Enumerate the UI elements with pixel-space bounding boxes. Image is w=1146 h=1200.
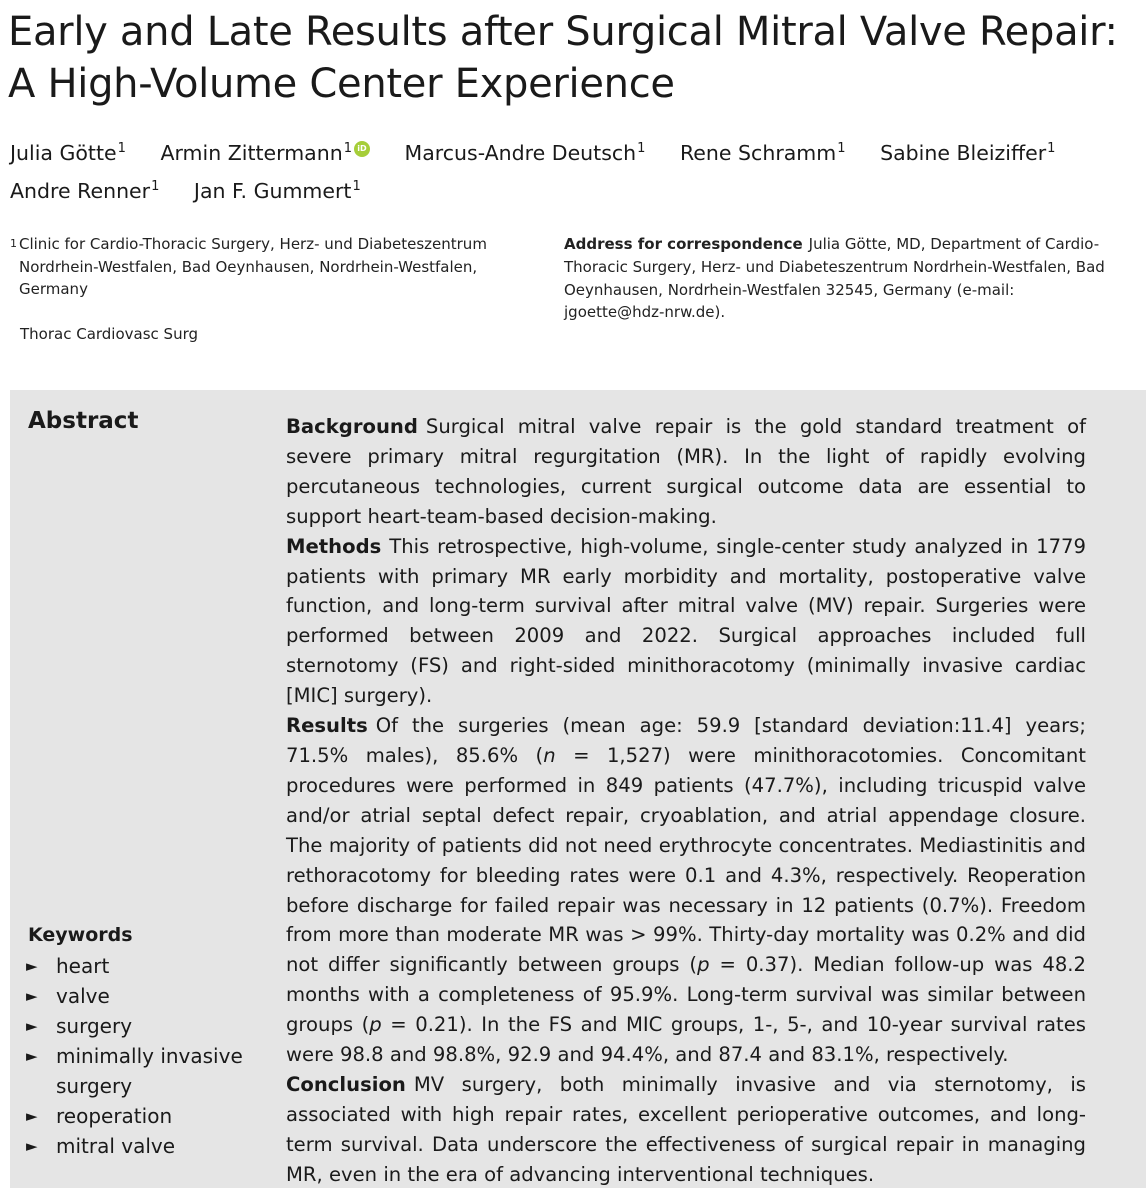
abstract-box xyxy=(10,390,1146,1188)
author xyxy=(880,132,1055,170)
author-list xyxy=(10,132,1130,208)
math-symbol: p xyxy=(697,953,710,977)
author-affiliation-mark: 1 xyxy=(637,141,646,156)
keywords-heading: Keywords xyxy=(28,924,133,946)
author-name: Jan F. Gummert xyxy=(193,179,352,203)
author-affiliation-mark: 1 xyxy=(117,141,126,156)
abstract-background xyxy=(286,412,1086,532)
abstract-results xyxy=(286,711,1086,1070)
author-name: Andre Renner xyxy=(10,179,151,203)
author-name: Armin Zittermann xyxy=(160,141,343,165)
correspondence-address xyxy=(564,233,1109,324)
author-name: Rene Schramm xyxy=(679,141,837,165)
orcid-icon[interactable]: iD xyxy=(354,141,370,157)
keyword-text: valve xyxy=(56,984,110,1008)
section-text: Surgical mitral valve repair is the gold standard treatment of severe primary mitral regurgitation (MR). In the light of rapidly evolving percutaneous technologies, current surgical outcome data are essential to support heart-team-based decision-making. xyxy=(286,415,1086,528)
author-name: Julia Götte xyxy=(10,141,117,165)
affiliation-text: Clinic for Cardio-Thoracic Surgery, Herz- und Diabeteszentrum Nordrhein-Westfalen, Bad Oeynhausen, Nordrhein-Westfalen, Germany xyxy=(19,235,487,298)
section-text: = 0.37). Median follow-up was 48.2 months with a completeness of 95.9%. Long-term survival was similar between groups ( xyxy=(286,953,1086,1037)
correspondence-label: Address for correspondence xyxy=(564,235,803,253)
math-symbol: n xyxy=(543,743,556,767)
keyword-text: mitral valve xyxy=(56,1134,176,1158)
keyword-text: surgery xyxy=(56,1014,133,1038)
author-affiliation-mark: 1 xyxy=(343,141,352,156)
math-symbol: p xyxy=(369,1013,382,1037)
author xyxy=(194,170,361,208)
abstract-methods xyxy=(286,532,1086,711)
keyword-text: reoperation xyxy=(56,1104,173,1128)
journal-name: Thorac Cardiovasc Surg xyxy=(20,325,199,343)
author xyxy=(10,132,126,170)
author-affiliation-mark: 1 xyxy=(151,179,160,194)
author-affiliation-mark: 1 xyxy=(1047,141,1056,156)
author-affiliation-mark: 1 xyxy=(837,141,846,156)
author-affiliation-mark: 1 xyxy=(352,179,361,194)
section-text: = 0.21). In the FS and MIC groups, 1-, 5-, and 10-year survival rates were 98.8 and 98.8%, 92.9 and 94.4%, and 87.4 and 83.1%, respectively. xyxy=(286,1013,1086,1067)
affiliation-mark: 1 xyxy=(10,237,17,250)
author xyxy=(10,170,159,208)
section-label: Methods xyxy=(286,534,382,558)
keyword-item xyxy=(24,981,244,1011)
correspondence-text: Julia Götte, MD, Department of Cardio-Thoracic Surgery, Herz- und Diabeteszentrum Nordrhein-Westfalen, Bad Oeynhausen, Nordrhein-Westfalen 32545, Germany (e-mail: jgoette@hdz-nrw.de). xyxy=(564,235,1105,322)
section-text: Of the surgeries (mean age: 59.9 [standard deviation:11.4] years; 71.5% males), 85.6% ( xyxy=(286,714,1086,767)
section-text: This retrospective, high-volume, single-center study analyzed in 1779 patients with primary MR early morbidity and mortality, postoperative valve function, and long-term survival after mitral valve (MV) repair. Surgeries were performed between 2009 and 2022. Surgical approaches included full sternotomy (FS) and right-sided minithoracotomy (minimally invasive cardiac [MIC] surgery). xyxy=(286,534,1086,708)
section-text: = 1,527) were minithoracotomies. Concomitant procedures were performed in 849 patients (47.7%), including tricuspid valve and/or atrial septal defect repair, cryoablation, and atrial appendage closure. The majority of patients did not need erythrocyte concentrates. Mediastinitis and rethoracotomy for bleeding rates were 0.1 and 4.3%, respectively. Reoperation before discharge for failed repair was necessary in 12 patients (0.7%). Freedom from more than moderate MR was > 99%. Thirty-day mortality was 0.2% and did not differ significantly between groups ( xyxy=(286,743,1086,977)
author xyxy=(680,132,846,170)
keyword-item xyxy=(24,1101,244,1131)
section-label: Background xyxy=(286,415,418,438)
section-label: Results xyxy=(286,714,368,738)
author xyxy=(405,132,646,170)
section-text: MV surgery, both minimally invasive and via sternotomy, is associated with high repair rates, excellent perioperative outcomes, and long-term survival. Data underscore the effectiveness of surgical repair in managing MR, even in the era of advancing interventional techniques. xyxy=(286,1072,1086,1186)
bullet-arrow-icon: ► xyxy=(26,987,38,1005)
abstract-conclusion xyxy=(286,1070,1086,1190)
bullet-arrow-icon: ► xyxy=(26,957,38,975)
keywords-list xyxy=(24,951,244,1161)
bullet-arrow-icon: ► xyxy=(26,1017,38,1035)
bullet-arrow-icon: ► xyxy=(26,1047,38,1065)
keyword-text: heart xyxy=(56,954,110,978)
abstract-body xyxy=(286,412,1086,1190)
keyword-item xyxy=(24,951,244,981)
author-name: Marcus-Andre Deutsch xyxy=(404,141,637,165)
abstract-heading: Abstract xyxy=(28,408,139,434)
paper-title: Early and Late Results after Surgical Mitral Valve Repair: A High-Volume Center Experience xyxy=(8,9,1118,107)
bullet-arrow-icon: ► xyxy=(26,1107,38,1125)
section-label: Conclusion xyxy=(286,1072,406,1096)
bullet-arrow-icon: ► xyxy=(26,1137,38,1155)
affiliation xyxy=(10,233,530,301)
keyword-item xyxy=(24,1011,244,1041)
keyword-item xyxy=(24,1131,244,1161)
author-name: Sabine Bleiziffer xyxy=(880,141,1047,165)
keyword-text: minimally invasive surgery xyxy=(56,1044,243,1098)
keyword-item xyxy=(24,1041,244,1101)
author xyxy=(160,132,370,170)
